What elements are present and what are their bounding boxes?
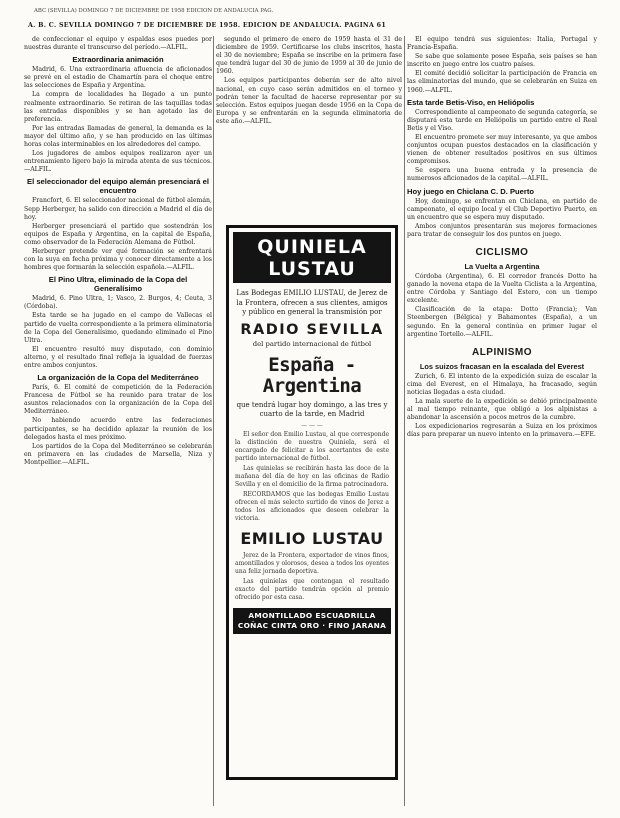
article-paragraph: La mala suerte de la expedición se debió principalmente al mal tiempo reinante, que obligó a los alpinistas a abandonar la ascensión a pocos metros de la cumbre. [407,398,597,422]
article-paragraph: El equipo tendrá sus siguientes: Italia, Portugal y Francia-España. [407,36,597,52]
article-paragraph: La compra de localidades ha llegado a un punto realmente extraordinario. Se retiran de las taquillas todas las entradas disponibles y se han agotado las de preferencia. [24,91,212,123]
article-paragraph: No habiendo acuerdo entre las federaciones participantes, se ha decidido aplazar la reunión de los delegados hasta el mes próximo. [24,417,212,441]
section-title-alpinismo: ALPINISMO [471,346,533,358]
page-header: A. B. C. SEVILLA DOMINGO 7 DE DICIEMBRE DE 1958. EDICION DE ANDALUCIA. PAGINA 61 [28,22,387,29]
ad-brand-name: EMILIO LUSTAU [240,528,384,548]
ad-radio-name: RADIO SEVILLA [240,321,384,338]
article-paragraph: Correspondiente al campeonato de segunda categoría, se disputará esta tarde en Heliópolis un partido entre el Real Betis y el Viso. [407,108,597,132]
article-paragraph: Se sabe que solamente posee España, seis países se han inscrito en juego entre los cuatro países. [407,53,597,69]
article-paragraph: Clasificación de la etapa: Dotto (Francia); Van Steenbergen (Bélgica) y Bahamontes (España), a un segundo. En la general continúa en primer lugar el argentino Tortello.—ALFIL. [407,306,597,338]
column-rule [404,36,405,806]
ad-product-line: AMONTILLADO ESCUADRILLA [248,610,376,620]
column-right [407,36,597,811]
headline-everest: Los suizos fracasan en la escalada del Everest [419,361,585,371]
article-paragraph: Herberger pretende ver qué formación se enfrentará con la suya en fecha próxima y conocer directamente a los hombres que formarán la selección española.—ALFIL. [24,247,212,272]
section-title-ciclismo: CICLISMO [475,246,529,258]
article-paragraph: Los equipos participantes deberán ser de alto nivel nacional, en cuyo caso serán admitidos en el torneo y podrán tener la facultad de hacerse representar por su selección. Estos equipos juegan desde 1956 en la Copa de Europa y se enfrentarán en la segunda eliminatoria de este año.—ALFIL. [216,77,402,125]
headline-seleccionador-aleman: El seleccionador del equipo alemán presenciará el encuentro [27,177,209,196]
ad-products-footer [233,608,391,634]
article-paragraph: de confeccionar el equipo y espaldas esos puedes por nuestras durante el transcurso del período.—ALFIL. [24,36,212,52]
article-paragraph: Francfort, 6. El seleccionador nacional de fútbol alemán, Sepp Herberger, ha salido con dirección a Madrid el día de hoy. [24,197,212,221]
headline-vuelta-argentina: La Vuelta a Argentina [464,261,540,271]
article-paragraph: Madrid, 6. Pino Ultra, 1; Vasco, 2. Burgos, 4; Ceuta, 3 (Córdoba). [24,295,212,311]
article-paragraph: El encuentro resultó muy disputado, con dominio alterno, y el resultado final refleja la igualdad de fuerzas entre ambos conjuntos. [24,345,212,369]
article-paragraph: Por las entradas llamadas de general, la demanda es la mayor del último año, y se han producido en las últimas horas colas interminables en los alrededores del campo. [24,124,212,149]
article-paragraph: Zurich, 6. El intento de la expedición suiza de escalar la cima del Everest, en el Himalaya, ha fracasado, según noticias llegadas a esta ciudad. [407,372,597,396]
article-paragraph: El encuentro promete ser muy interesante, ya que ambos conjuntos ocupan puestos destacados en la clasificación y vienen de obtener resultados positivos en sus últimos compromisos. [407,133,597,166]
article-paragraph: Herberger presenciará el partido que sostendrán los equipos de España y Argentina, en la capital de España, como observador de la Federación Alemana de Fútbol. [24,222,212,246]
article-paragraph: Hoy, domingo, se enfrentan en Chiclana, en partido de campeonato, el equipo local y el Club Deportivo Puerto, en un encuentro que se espera muy disputado. [407,197,597,221]
column-rule [213,36,214,806]
headline-copa-mediterraneo: La organización de la Copa del Mediterráneo [37,373,199,383]
ad-partido-line: del partido internacional de fútbol [252,339,372,348]
article-paragraph: Se espera una buena entrada y la presencia de numerosos aficionados de la capital.—ALFIL. [407,167,597,183]
ad-schedule: que tendrá lugar hoy domingo, a las tres y cuarto de la tarde, en Madrid [236,400,388,418]
article-paragraph: El comité decidió solicitar la participación de Francia en las eliminatorias del mundo, que se celebrarán en Suiza en 1960.—ALFIL. [407,70,597,94]
article-paragraph: Esta tarde se ha jugado en el campo de Vallecas el partido de vuelta correspondiente a la primera eliminatoria de la Copa del Generalísimo, quedando eliminado el Pino Ultra. [24,312,212,344]
ad-fine-print: Las quinielas se recibirán hasta las doce de la mañana del día de hoy en las oficinas de Radio Sevilla y en el domicilio de la firma patrocinadora. [235,464,389,488]
headline-betis-viso: Esta tarde Betis-Viso, en Heliópolis [407,97,535,107]
ad-match-title: España - Argentina [262,353,362,397]
ad-fine-print: Las quinielas que contengan el resultado exacto del partido tendrán opción al premio ofrecido por esta casa. [235,577,389,601]
ad-product-line: COÑAC CINTA ORO · FINO JARANA [237,620,387,630]
column-left [24,36,212,811]
ad-intro: Las Bodegas EMILIO LUSTAU, de Jerez de la Frontera, ofrecen a sus clientes, amigos y público en general la transmisión por [236,289,388,316]
article-paragraph: Los jugadores de ambos equipos realizaron ayer un entrenamiento ligero bajo la mirada atenta de sus técnicos.—ALFIL. [24,150,212,174]
article-paragraph: segundo el primero de enero de 1959 hasta el 31 de diciembre de 1959. Certificarse los clubs inscritos, hasta el 30 de noviembre; España se inscribe en la primera fase que tendrá lugar del 30 de junio de 1959 al 30 de junio de 1960. [216,36,402,76]
article-paragraph: Madrid, 6. Una extraordinaria afluencia de aficionados se prevé en el estadio de Chamartín para el choque entre las selecciones de España y Argentina. [24,66,212,90]
ad-banner-title: QUINIELA LUSTAU [233,232,391,283]
headline-animacion: Extraordinaria animación [72,55,164,65]
ad-fine-print: Jerez de la Frontera, exportador de vinos finos, amontillados y olorosos, desea a todos los oyentes una feliz jornada deportiva. [235,551,389,575]
ad-fine-print: RECORDAMOS que las bodegas Emilio Lustau ofrecen el más selecto surtido de vinos de Jerez a todos los aficionados que deseen celebrar la victoria. [235,490,389,522]
headline-chiclana-puerto: Hoy juego en Chiclana C. D. Puerto [407,186,535,196]
page-topline: ABC (SEVILLA) DOMINGO 7 DE DICIEMBRE DE 1958 EDICION DE ANDALUCIA PAG. [34,8,274,14]
article-paragraph: París, 6. El comité de competición de la Federación Francesa de Fútbol se ha reunido para tratar de los asuntos relacionados con la organización de la Copa del Mediterráneo. [24,384,212,416]
article-paragraph: Ambos conjuntos presentarán sus mejores formaciones para tratar de conseguir los dos puntos en juego. [407,222,597,238]
article-paragraph: Los expedicionarios regresarán a Suiza en los próximos días para preparar un nuevo intento en la primavera.—EFE. [407,423,597,439]
ad-fine-print: El señor don Emilio Lustau, al que corresponde la distinción de nuestra Quiniela, será el encargado de felicitar a los acertantes de este partido internacional de fútbol. [235,430,389,462]
ad-separator: — — — [301,421,323,429]
headline-pino-ultra: El Pino Ultra, eliminado de la Copa del Generalísimo [48,275,188,294]
article-paragraph: Los partidos de la Copa del Mediterráneo se celebrarán en primavera en las ciudades de Marsella, Niza y Montpellier.—ALFIL. [24,442,212,466]
article-paragraph: Córdoba (Argentina), 6. El corredor francés Dotto ha ganado la novena etapa de la Vuelta Ciclista a la Argentina, entre Córdoba y Santiago del Estero, con un tiempo excelente. [407,272,597,305]
quiniela-lustau-advertisement [226,225,398,780]
